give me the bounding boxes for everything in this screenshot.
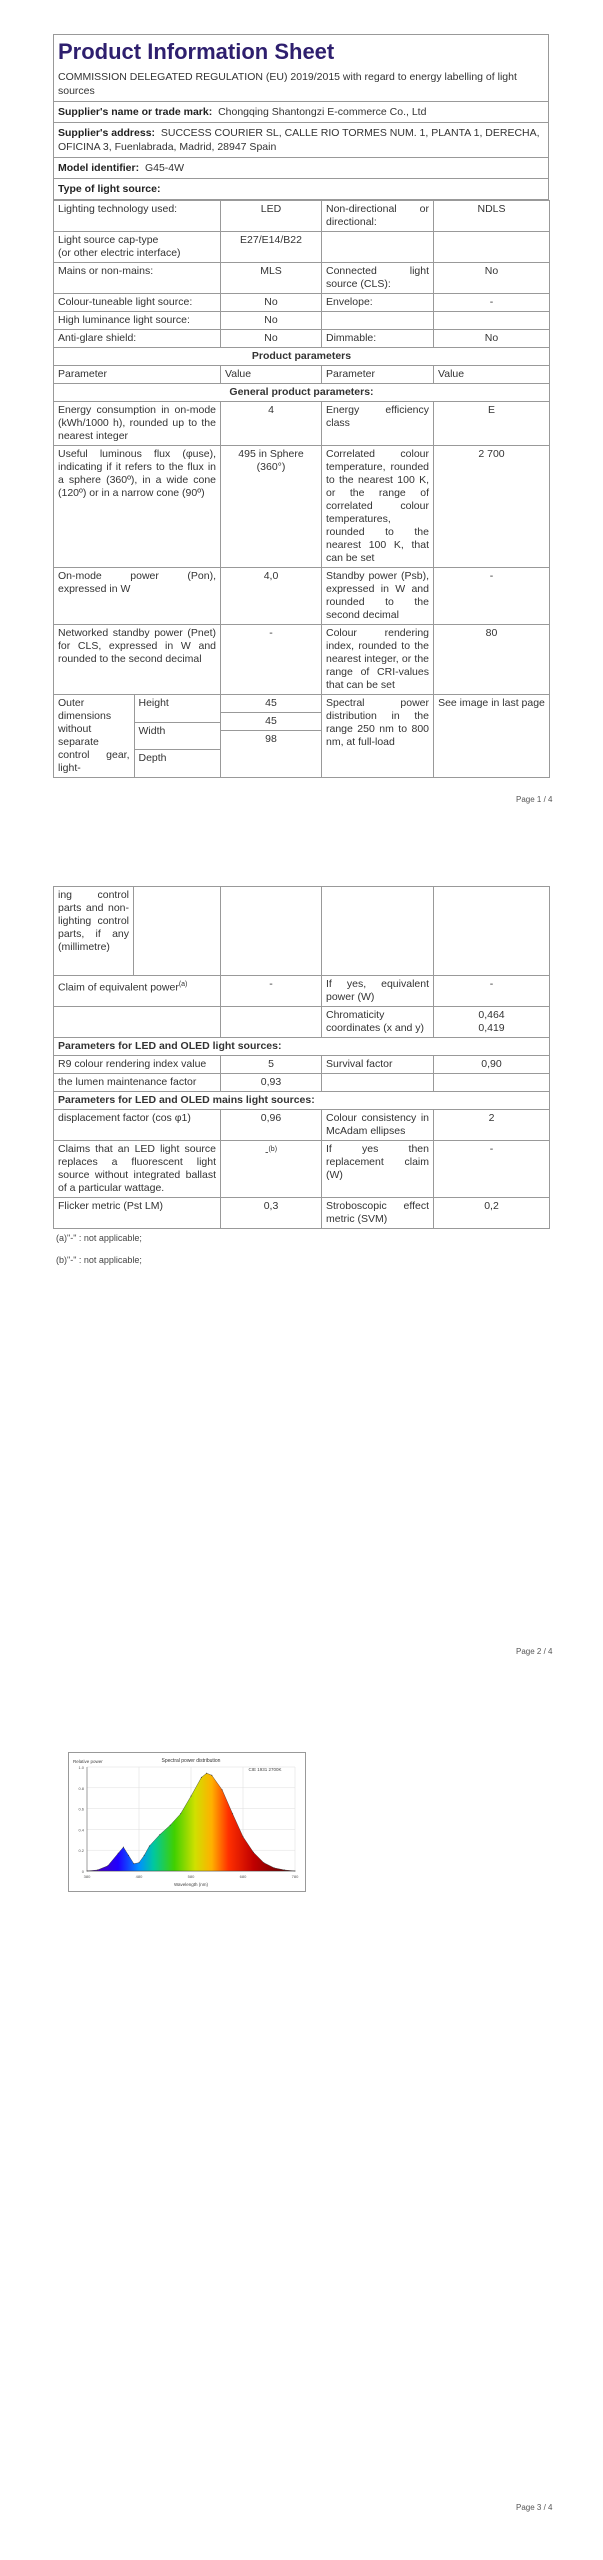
strobo-label: Stroboscopic effect metric (SVM)	[322, 1198, 434, 1229]
table-row	[54, 384, 550, 402]
lumen-label: the lumen maintenance factor	[54, 1074, 221, 1092]
table-row	[54, 263, 550, 294]
data-point	[243, 1836, 244, 1837]
replacement-label: If yes then replacement claim (W)	[322, 1141, 434, 1198]
x-tick-label: 380	[83, 1874, 91, 1879]
x-tick-label: 480	[135, 1874, 143, 1879]
data-point	[149, 1846, 150, 1847]
non-directional-label: Non-directional or directional:	[322, 201, 434, 232]
col-parameter: Parameter	[322, 366, 434, 384]
data-point	[201, 1777, 202, 1778]
displacement-value: 0,96	[221, 1110, 322, 1141]
page-1	[53, 34, 549, 778]
cri-label: Colour rendering index, rounded to the nearest integer, or the range of CRI-values that can be set	[322, 625, 434, 695]
cct-value: 2 700	[434, 446, 550, 568]
energy-class-label: Energy efficiency class	[322, 402, 434, 446]
table-row	[54, 201, 550, 232]
regulation-text: COMMISSION DELEGATED REGULATION (EU) 2019/2015 with regard to energy labelling of light sources	[53, 67, 549, 102]
data-point	[180, 1813, 181, 1814]
data-point	[97, 1870, 98, 1871]
flux-label: Useful luminous flux (φuse), indicating if it refers to the flux in a sphere (360º), in a wide cone (120º) or in a narrow cone (90º)	[54, 446, 221, 568]
consistency-label: Colour consistency in McAdam ellipses	[322, 1110, 434, 1141]
table-row	[54, 1110, 550, 1141]
survival-label: Survival factor	[322, 1056, 434, 1074]
data-point	[222, 1789, 223, 1790]
data-point	[274, 1867, 275, 1868]
displacement-label: displacement factor (cos φ1)	[54, 1110, 221, 1141]
y-tick-label: 0.8	[78, 1785, 84, 1791]
page-title: Product Information Sheet	[53, 34, 549, 67]
col-parameter: Parameter	[54, 366, 221, 384]
equiv-power-label: If yes, equivalent power (W)	[322, 976, 434, 1007]
x-tick-label: 580	[187, 1874, 195, 1879]
r9-value: 5	[221, 1056, 322, 1074]
data-point	[232, 1813, 233, 1814]
data-point	[170, 1825, 171, 1826]
lighting-tech-label: Lighting technology used:	[54, 201, 221, 232]
colour-tune-value: No	[221, 294, 322, 312]
data-point	[133, 1863, 134, 1864]
dimmable-value: No	[434, 330, 550, 348]
supplier-address-label: Supplier's address:	[58, 127, 156, 139]
table-row	[54, 366, 550, 384]
onmode-value: 4,0	[221, 568, 322, 625]
dimmable-label: Dimmable:	[322, 330, 434, 348]
flux-value: 495 in Sphere (360°)	[221, 446, 322, 568]
table-row	[54, 1056, 550, 1074]
y-tick-label: 0	[81, 1869, 84, 1874]
flicker-value: 0,3	[221, 1198, 322, 1229]
type-heading: Type of light source:	[53, 179, 549, 200]
table-row	[54, 625, 550, 695]
energy-class-value: E	[434, 402, 550, 446]
table-row	[54, 695, 550, 778]
general-params-heading: General product parameters:	[54, 384, 550, 402]
consistency-value: 2	[434, 1110, 550, 1141]
high-lum-label: High luminance light source:	[54, 312, 221, 330]
spectral-value: See image in last page	[434, 695, 550, 778]
networked-label: Networked standby power (Pnet) for CLS, expressed in W and rounded to the second decimal	[54, 625, 221, 695]
page-2	[53, 886, 549, 1229]
data-point	[284, 1870, 285, 1871]
y-tick-label: 0.6	[78, 1806, 84, 1812]
data-point	[211, 1775, 212, 1776]
mains-value: MLS	[221, 263, 322, 294]
model-label: Model identifier:	[58, 162, 140, 174]
claims-value: -$^{(b)}$	[221, 1141, 322, 1198]
non-directional-value: NDLS	[434, 201, 550, 232]
data-point	[118, 1853, 119, 1854]
table-row	[54, 348, 550, 366]
equiv-power-value: -	[434, 976, 550, 1007]
data-point	[107, 1865, 108, 1866]
cap-type-label: Light source cap-type (or other electric interface)	[54, 232, 221, 263]
onmode-label: On-mode power (Pon), expressed in W	[54, 568, 221, 625]
depth-label: Depth	[138, 752, 167, 765]
height-value: 45	[221, 695, 321, 713]
lumen-value: 0,93	[221, 1074, 322, 1092]
supplier-name-row	[53, 102, 549, 123]
depth-value: 98	[265, 733, 277, 745]
led-params-heading: Parameters for LED and OLED light sources:	[54, 1038, 550, 1056]
data-point	[206, 1773, 207, 1774]
chroma-value: 0,464 0,419	[434, 1007, 550, 1038]
page-number: Page 2 / 4	[516, 1647, 553, 1656]
width-label: Width	[134, 722, 220, 750]
r9-label: R9 colour rendering index value	[54, 1056, 221, 1074]
cap-type-value: E27/E14/B22	[221, 232, 322, 263]
cls-label: Connected light source (CLS):	[322, 263, 434, 294]
table-row	[54, 1007, 550, 1038]
model-identifier: G45-4W	[144, 162, 185, 174]
anti-glare-label: Anti-glare shield:	[54, 330, 221, 348]
light-source-table	[53, 200, 550, 778]
y-tick-label: 0.4	[78, 1827, 84, 1833]
page-number: Page 3 / 4	[516, 2503, 553, 2512]
data-point	[144, 1855, 145, 1856]
replacement-value: -	[434, 1141, 550, 1198]
supplier-name-label: Supplier's name or trade mark:	[58, 106, 213, 118]
flicker-label: Flicker metric (Pst LM)	[54, 1198, 221, 1229]
product-params-heading: Product parameters	[54, 348, 550, 366]
envelope-value: -	[434, 294, 550, 312]
cri-value: 80	[434, 625, 550, 695]
standby-value: -	[434, 568, 550, 625]
mains-label: Mains or non-mains:	[54, 263, 221, 294]
page-number: Page 1 / 4	[516, 795, 553, 804]
y-tick-label: 1.0	[78, 1765, 84, 1770]
data-point	[295, 1871, 296, 1872]
anti-glare-value: No	[221, 330, 322, 348]
table-row	[54, 330, 550, 348]
data-point	[123, 1847, 124, 1848]
data-point	[87, 1871, 88, 1872]
outer-dim-cont: ing control parts and non-lighting control parts, if any (millimetre)	[54, 887, 134, 976]
x-tick-label: 680	[239, 1874, 247, 1879]
width-value: 45	[221, 713, 321, 731]
data-point	[263, 1862, 264, 1863]
table-row	[54, 402, 550, 446]
table-row	[54, 232, 550, 263]
cct-label: Correlated colour temperature, rounded to the nearest 100 K, or the range of correlated colour temperatures, rounded to the nearest 100 K, that can be set	[322, 446, 434, 568]
strobo-value: 0,2	[434, 1198, 550, 1229]
colour-tune-label: Colour-tuneable light source:	[54, 294, 221, 312]
energy-cons-label: Energy consumption in on-mode (kWh/1000 h), rounded up to the nearest integer	[54, 402, 221, 446]
x-axis-label: Wavelength (nm)	[173, 1882, 209, 1887]
footnote-a: (a)"-" : not applicable;	[56, 1233, 142, 1243]
data-point	[159, 1834, 160, 1835]
table-row	[54, 1198, 550, 1229]
legend-label: CIE 1931 2700K	[248, 1767, 282, 1772]
data-point	[139, 1862, 140, 1863]
col-value: Value	[434, 366, 550, 384]
standby-label: Standby power (Psb), expressed in W and rounded to the second decimal	[322, 568, 434, 625]
data-point	[253, 1852, 254, 1853]
table-row	[54, 1092, 550, 1110]
energy-cons-value: 4	[221, 402, 322, 446]
table-row	[54, 294, 550, 312]
supplier-address-row	[53, 123, 549, 158]
table-row	[54, 446, 550, 568]
table-row	[54, 1141, 550, 1198]
col-value: Value	[221, 366, 322, 384]
equiv-value: -	[221, 976, 322, 1007]
supplier-name: Chongqing Shantongzi E-commerce Co., Ltd	[218, 106, 427, 118]
chart-title: Spectral power distribution	[161, 1758, 221, 1764]
x-tick-label: 780	[291, 1874, 299, 1879]
claims-label: Claims that an LED light source replaces a fluorescent light source without integrated ballast of a particular wattage.	[54, 1141, 221, 1198]
table-row	[54, 312, 550, 330]
table-row	[54, 1074, 550, 1092]
spectral-label: Spectral power distribution in the range 250 nm to 800 nm, at full-load	[322, 695, 434, 778]
table-row	[54, 1038, 550, 1056]
model-row	[53, 158, 549, 179]
footnote-b: (b)"-" : not applicable;	[56, 1255, 142, 1265]
networked-value: -	[221, 625, 322, 695]
parameters-table-continued	[53, 886, 550, 1229]
table-row	[54, 976, 550, 1007]
data-point	[191, 1796, 192, 1797]
high-lum-value: No	[221, 312, 322, 330]
outer-dim-cell	[54, 695, 221, 778]
mains-params-heading: Parameters for LED and OLED mains light sources:	[54, 1092, 550, 1110]
table-row	[54, 887, 550, 976]
table-row	[54, 568, 550, 625]
spectral-chart	[68, 1752, 306, 1892]
y-axis-label: Relative power	[73, 1759, 103, 1764]
lighting-tech-value: LED	[221, 201, 322, 232]
cls-value: No	[434, 263, 550, 294]
height-label: Height	[134, 695, 220, 722]
y-tick-label: 0.2	[78, 1848, 84, 1854]
envelope-label: Envelope:	[322, 294, 434, 312]
outer-dim-label: Outer dimensions without separate control gear, light-	[54, 695, 134, 777]
supplier-address: SUCCESS COURIER SL, CALLE RIO TORMES NUM. 1, PLANTA 1, DERECHA, OFICINA 3, Fuenlabrada, Madrid, 28947 Spain	[58, 127, 540, 153]
chroma-label: Chromaticity coordinates (x and y)	[322, 1007, 434, 1038]
spectral-chart-svg	[69, 1753, 305, 1891]
data-point	[128, 1855, 129, 1856]
survival-value: 0,90	[434, 1056, 550, 1074]
equiv-label: Claim of equivalent power$^{(a)}$	[54, 976, 221, 1007]
